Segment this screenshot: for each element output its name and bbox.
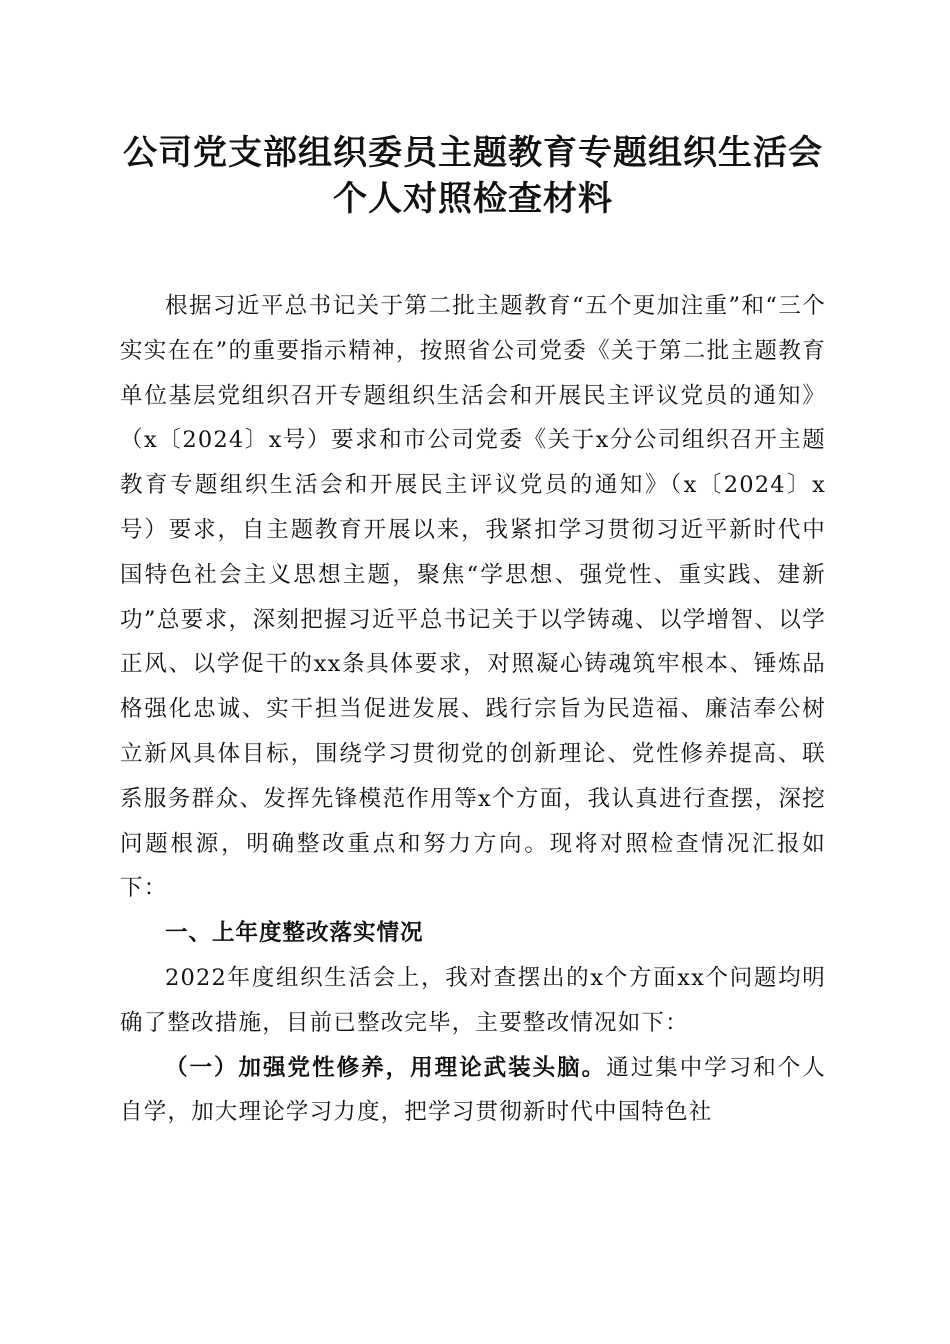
subsection-1-text: 通过集中学习和个人自学，加大理论学习力度，把学习贯彻新时代中国特色社 [120,1054,826,1126]
document-body [120,284,826,1135]
section-1-paragraph: 2022年度组织生活会上，我对查摆出的x个方面xx个问题均明确了整改措施，目前已整改完毕，主要整改情况如下： [120,964,826,1036]
title-line-1: 公司党支部组织委员主题教育专题组织生活会 [123,133,823,173]
section-heading-1: 一、上年度整改落实情况 [165,920,424,947]
subsection-1-heading: （一）加强党性修养，用理论武装头脑。 [165,1054,607,1081]
title-line-2: 个人对照检查材料 [333,179,613,219]
subsection-1-paragraph [120,1046,826,1136]
document-page [120,130,826,1135]
document-title [120,130,826,222]
intro-paragraph: 根据习近平总书记关于第二批主题教育“五个更加注重”和“三个实实在在”的重要指示精神，按照省公司党委《关于第二批主题教育单位基层党组织召开专题组织生活会和开展民主评议党员的通知》（x〔2024〕x号）要求和市公司党委《关于x分公司组织召开主题教育专题组织生活会和开展民主评议党员的通知》（x〔2024〕x号）要求，自主题教育开展以来，我紧扣学习贯彻习近平新时代中国特色社会主义思想主题，聚焦“学思想、强党性、重实践、建新功”总要求，深刻把握习近平总书记关于以学铸魂、以学增智、以学正风、以学促干的xx条具体要求，对照凝心铸魂筑牢根本、锤炼品格强化忠诚、实干担当促进发展、践行宗旨为民造福、廉洁奉公树立新风具体目标，围绕学习贯彻党的创新理论、党性修养提高、联系服务群众、发挥先锋模范作用等x个方面，我认真进行查摆，深挖问题根源，明确整改重点和努力方向。现将对照检查情况汇报如下： [120,293,826,902]
